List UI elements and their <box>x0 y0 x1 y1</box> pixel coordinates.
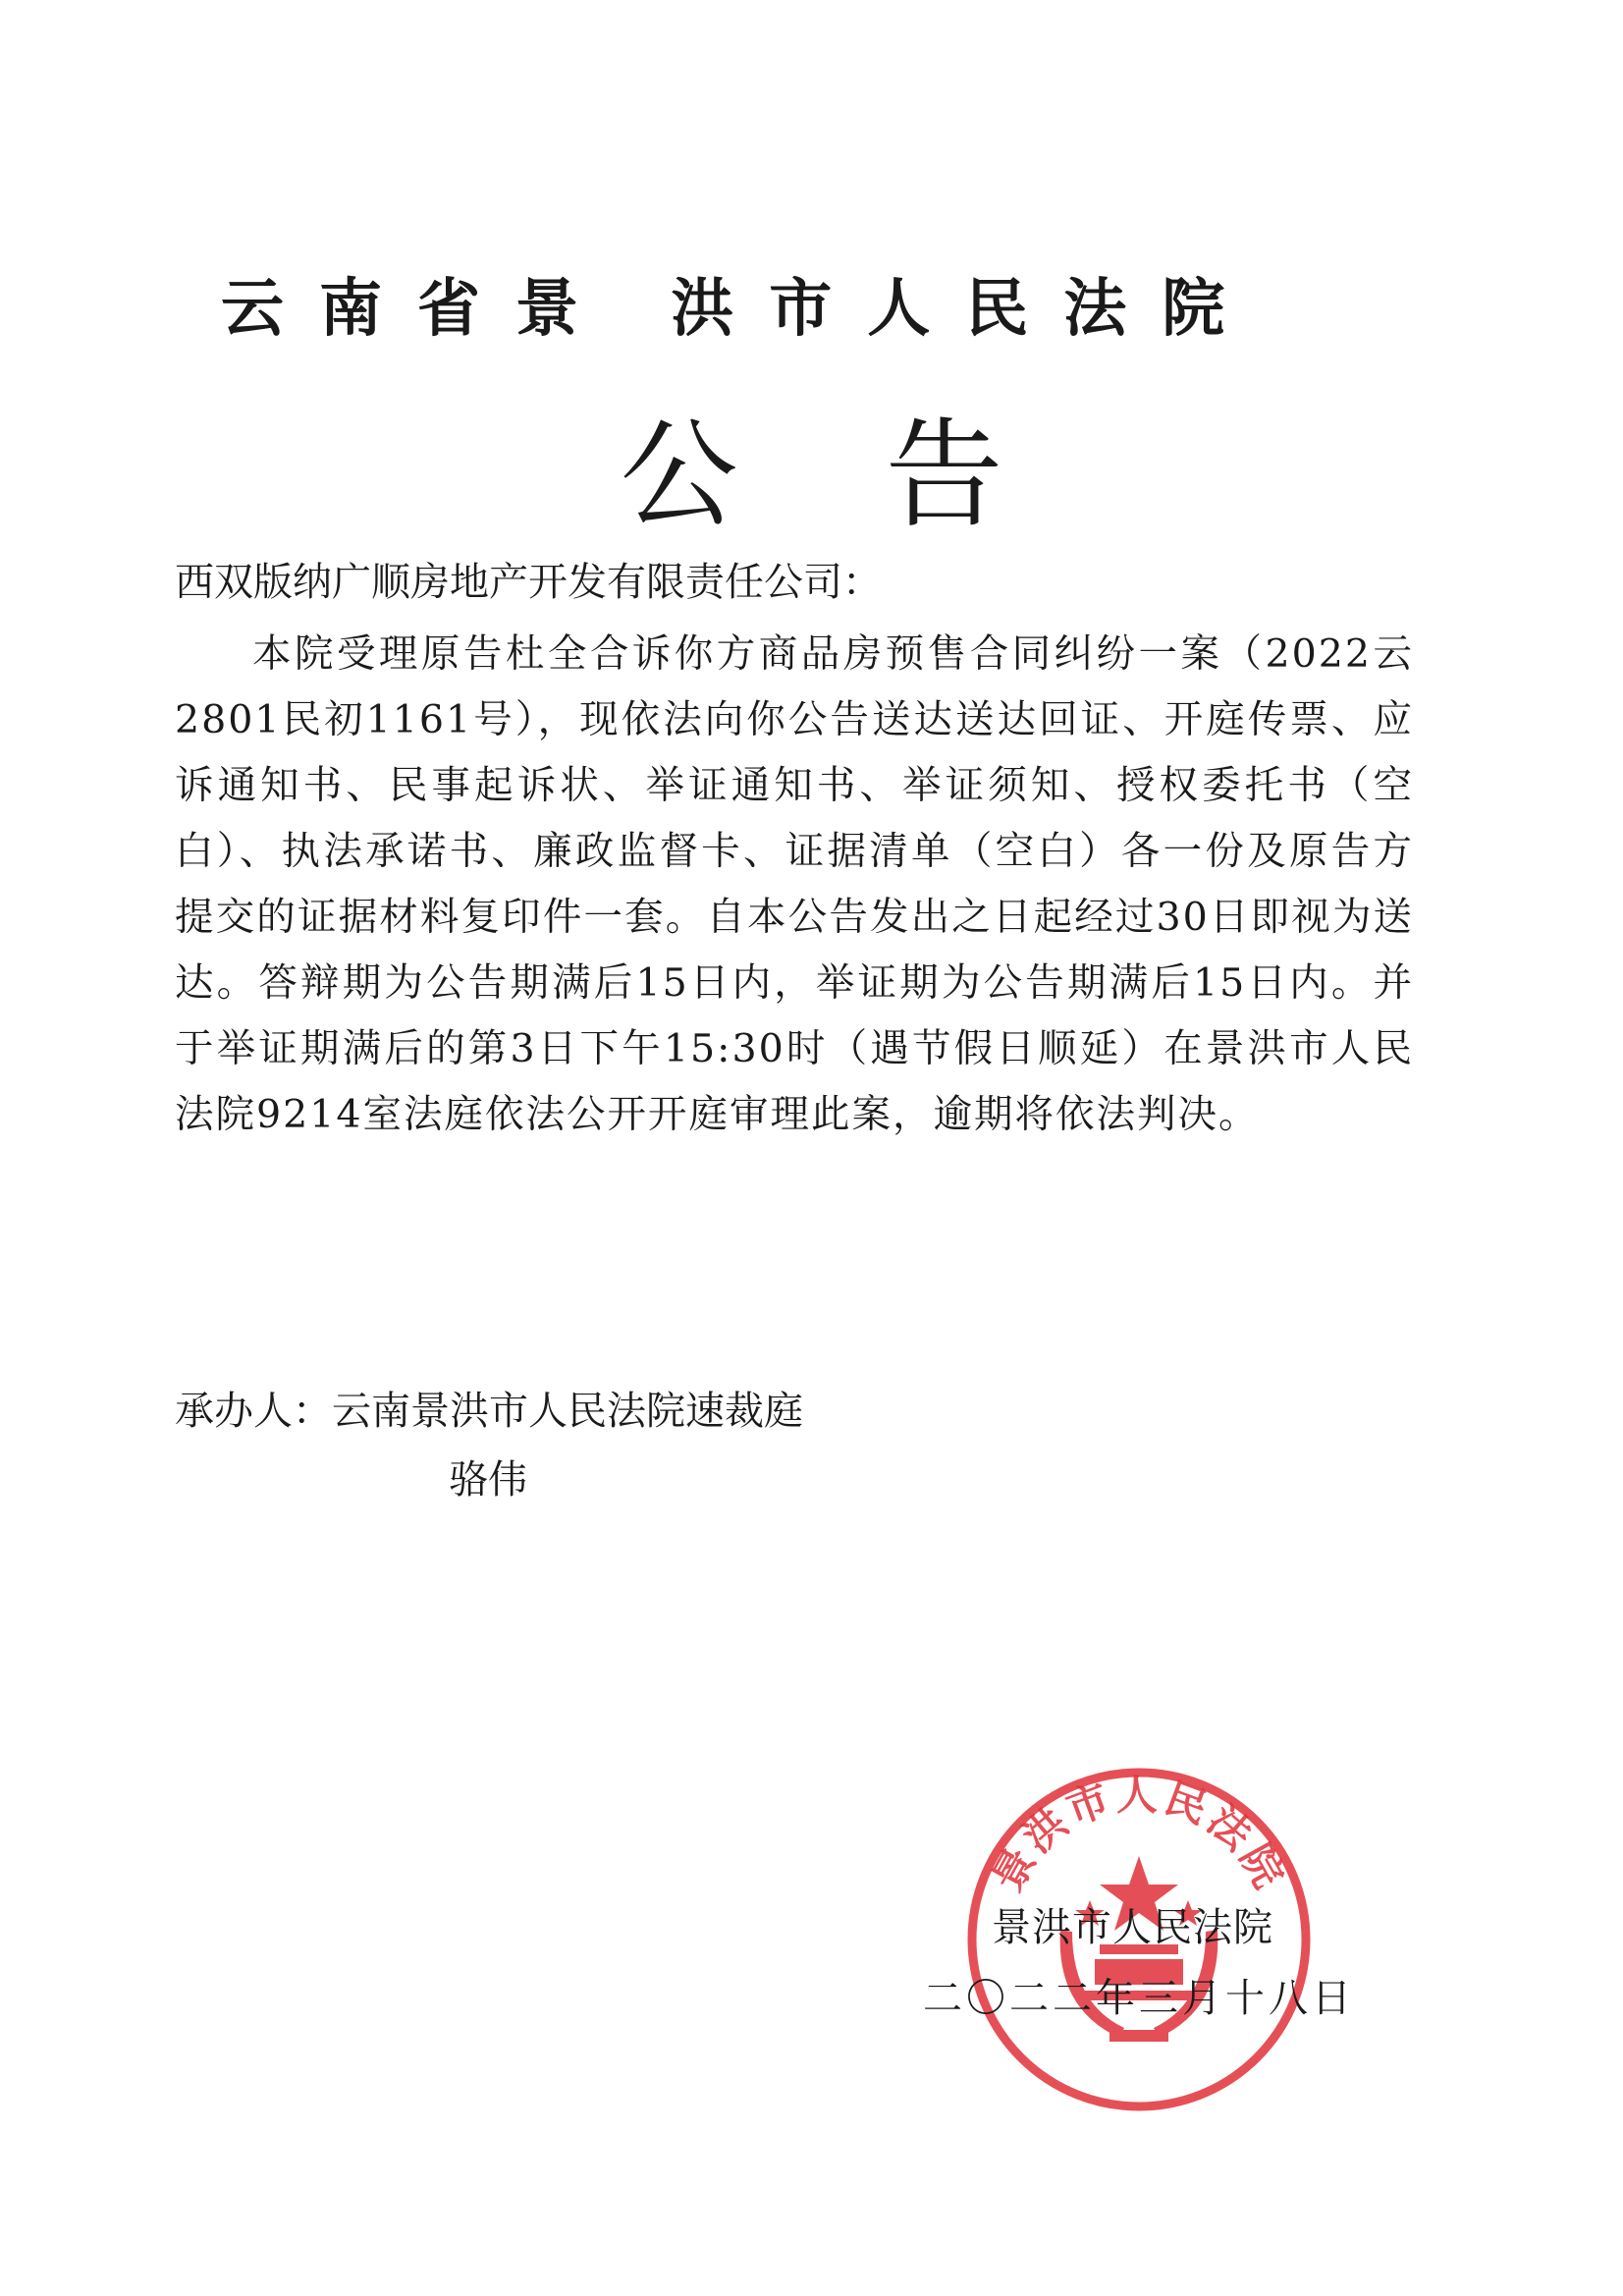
notice-title: 公告 <box>620 408 1151 544</box>
court-name-heading: 云南省景 洪市人民法院 <box>221 272 1261 346</box>
seal-text: 景洪市人民法院 <box>983 1771 1295 1899</box>
signature-court: 景洪市人民法院 <box>992 1905 1273 1950</box>
addressee: 西双版纳广顺房地产开发有限责任公司： <box>175 560 882 605</box>
notice-body: 本院受理原告杜全合诉你方商品房预售合同纠纷一案（2022云2801民初1161号），现依法向你公告送达送达回证、开庭传票、应诉通知书、民事起诉状、举证通知书、举证须知、授权委托书（空白）、执法承诺书、廉政监督卡、证据清单（空白）各一份及原告方提交的证据材料复印件一套。自本公告发出之日起经过30日即视为送达。答辩期为公告期满后15日内，举证期为公告期满后15日内。并于举证期满后的第3日下午15:30时（遇节假日顺延）在景洪市人民法院9214室法庭依法公开开庭审理此案，逾期将依法判决。 <box>175 631 1414 1137</box>
handler-name: 骆伟 <box>449 1457 527 1503</box>
signature-date: 二〇二二年三月十八日 <box>923 1976 1355 2021</box>
handler-label: 承办人：云南景洪市人民法院速裁庭 <box>175 1389 803 1434</box>
